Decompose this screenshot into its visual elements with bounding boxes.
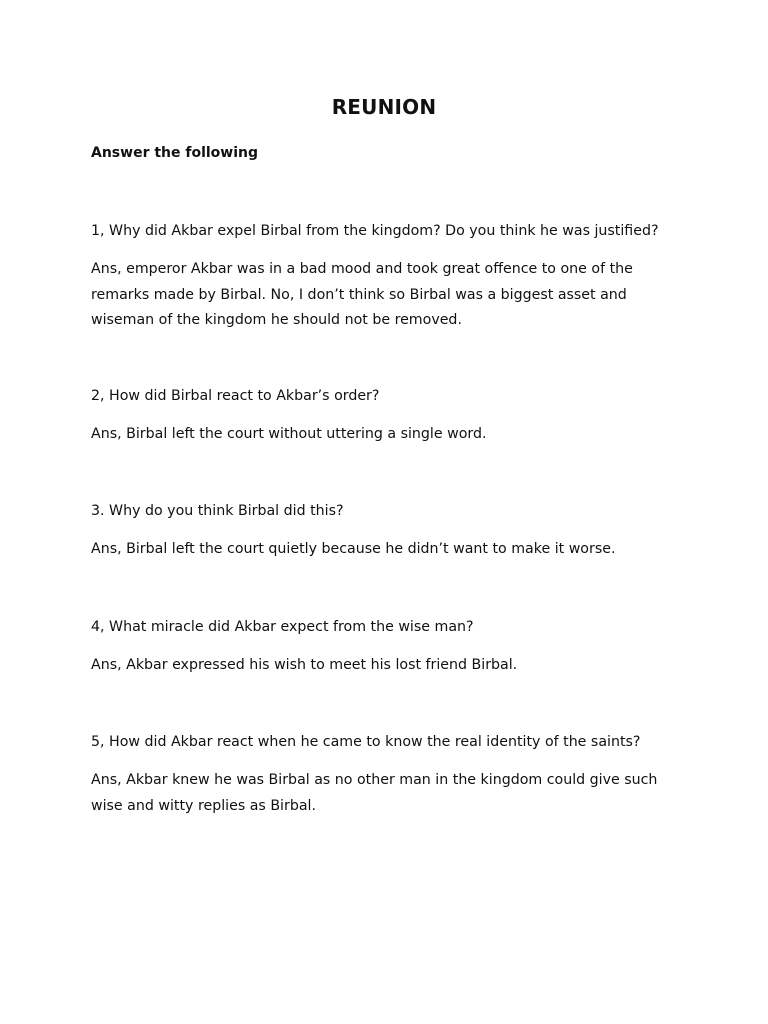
answer-3: Ans, Birbal left the court quietly because he didn’t want to make it worse. [91,541,616,557]
answer-1: Ans, emperor Akbar was in a bad mood and took great offence to one of the remarks made by Birbal. No, I don’t think so Birbal was a biggest asset and wiseman of the kingdom he should not be removed. [91,261,633,328]
question-1: 1, Why did Akbar expel Birbal from the kingdom? Do you think he was justified? [91,223,659,239]
question-5: 5, How did Akbar react when he came to know the real identity of the saints? [91,734,641,750]
question-3: 3. Why do you think Birbal did this? [91,503,344,519]
instruction-heading: Answer the following [91,145,259,161]
answer-5: Ans, Akbar knew he was Birbal as no other man in the kingdom could give such wise and witty replies as Birbal. [91,772,658,814]
qa-block-5 [91,730,691,819]
qa-block-4 [91,615,691,679]
qa-block-2 [91,384,691,448]
answer-4: Ans, Akbar expressed his wish to meet his lost friend Birbal. [91,657,518,673]
question-2: 2, How did Birbal react to Akbar’s order? [91,388,380,404]
qa-block-3 [91,499,691,563]
page-title: REUNION [331,95,437,119]
answer-2: Ans, Birbal left the court without uttering a single word. [91,426,487,442]
question-4: 4, What miracle did Akbar expect from the wise man? [91,619,474,635]
qa-block-1 [91,219,691,334]
